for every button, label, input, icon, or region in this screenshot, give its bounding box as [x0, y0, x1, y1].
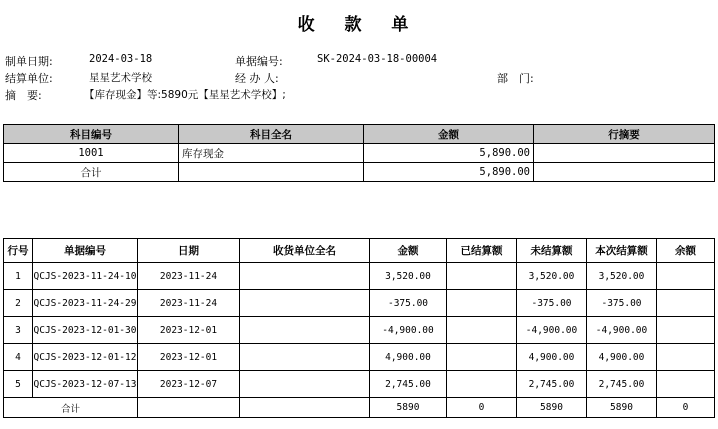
- row-no: 3: [4, 317, 33, 344]
- total-balance: 0: [657, 398, 715, 418]
- unsettled: 2,745.00: [517, 371, 587, 398]
- bill-no: QCJS-2023-11-24-10: [33, 263, 138, 290]
- total-empty-date: [138, 398, 240, 418]
- header-line-memo: 行摘要: [534, 125, 715, 144]
- subject-table: [3, 124, 715, 182]
- balance: [657, 344, 715, 371]
- table-row[interactable]: [4, 263, 715, 290]
- amount: -4,900.00: [370, 317, 447, 344]
- receiver: [240, 344, 370, 371]
- receiver: [240, 290, 370, 317]
- summary-value: 【库存现金】等:5890元【星星艺术学校】;: [84, 89, 286, 101]
- settled: [447, 263, 517, 290]
- detail-total-row: [4, 398, 715, 418]
- header-subject-name: 科目全名: [179, 125, 364, 144]
- table-row[interactable]: [4, 144, 715, 163]
- date-label: 制单日期:: [5, 55, 53, 68]
- total-unsettled: 5890: [517, 398, 587, 418]
- header-this-settle: 本次结算额: [587, 239, 657, 263]
- unsettled: -375.00: [517, 290, 587, 317]
- row-no: 5: [4, 371, 33, 398]
- bill-no: QCJS-2023-12-01-30: [33, 317, 138, 344]
- table-row[interactable]: [4, 317, 715, 344]
- header-unsettled: 未结算额: [517, 239, 587, 263]
- header-amount: 金额: [364, 125, 534, 144]
- total-amount: 5890: [370, 398, 447, 418]
- settled: [447, 371, 517, 398]
- unsettled: 3,520.00: [517, 263, 587, 290]
- total-name-cell: [179, 163, 364, 182]
- unsettled: -4,900.00: [517, 317, 587, 344]
- bill-date: 2023-11-24: [138, 263, 240, 290]
- bill-no: QCJS-2023-12-07-13: [33, 371, 138, 398]
- header-subject-code: 科目编号: [4, 125, 179, 144]
- this-settle: 3,520.00: [587, 263, 657, 290]
- balance: [657, 290, 715, 317]
- bill-date: 2023-12-01: [138, 317, 240, 344]
- receiver: [240, 317, 370, 344]
- dept-label: 部 门:: [497, 72, 534, 85]
- doc-no-label: 单据编号:: [235, 55, 283, 68]
- subject-code: 1001: [4, 144, 179, 163]
- unit-value: 星星艺术学校: [89, 72, 152, 84]
- bill-date: 2023-11-24: [138, 290, 240, 317]
- receiver: [240, 263, 370, 290]
- total-label: 合计: [4, 163, 179, 182]
- total-label: 合计: [4, 398, 138, 418]
- header-receiver: 收货单位全名: [240, 239, 370, 263]
- this-settle: 2,745.00: [587, 371, 657, 398]
- header-row-no: 行号: [4, 239, 33, 263]
- amount: 4,900.00: [370, 344, 447, 371]
- subject-header-row: [4, 125, 715, 144]
- row-no: 2: [4, 290, 33, 317]
- unit-label: 结算单位:: [5, 72, 53, 85]
- settled: [447, 344, 517, 371]
- table-row[interactable]: [4, 371, 715, 398]
- balance: [657, 263, 715, 290]
- document-title: 收 款 单: [297, 15, 421, 35]
- subject-total-row: [4, 163, 715, 182]
- table-row[interactable]: [4, 344, 715, 371]
- this-settle: -375.00: [587, 290, 657, 317]
- handler-label: 经 办 人:: [235, 72, 279, 85]
- table-row[interactable]: [4, 290, 715, 317]
- amount: 3,520.00: [370, 263, 447, 290]
- row-no: 4: [4, 344, 33, 371]
- bill-date: 2023-12-07: [138, 371, 240, 398]
- header-settled: 已结算额: [447, 239, 517, 263]
- settled: [447, 317, 517, 344]
- doc-no-value: SK-2024-03-18-00004: [317, 53, 438, 65]
- this-settle: -4,900.00: [587, 317, 657, 344]
- header-balance: 余额: [657, 239, 715, 263]
- receiver: [240, 371, 370, 398]
- amount: 2,745.00: [370, 371, 447, 398]
- unsettled: 4,900.00: [517, 344, 587, 371]
- header-bill-no: 单据编号: [33, 239, 138, 263]
- bill-no: QCJS-2023-11-24-29: [33, 290, 138, 317]
- subject-memo: [534, 144, 715, 163]
- bill-no: QCJS-2023-12-01-12: [33, 344, 138, 371]
- total-this-settle: 5890: [587, 398, 657, 418]
- subject-amount: 5,890.00: [364, 144, 534, 163]
- bill-date: 2023-12-01: [138, 344, 240, 371]
- row-no: 1: [4, 263, 33, 290]
- total-amount: 5,890.00: [364, 163, 534, 182]
- amount: -375.00: [370, 290, 447, 317]
- total-empty-receiver: [240, 398, 370, 418]
- total-settled: 0: [447, 398, 517, 418]
- detail-table: [3, 238, 715, 418]
- settled: [447, 290, 517, 317]
- header-amount: 金额: [370, 239, 447, 263]
- balance: [657, 371, 715, 398]
- subject-name: 库存现金: [179, 144, 364, 163]
- header-date: 日期: [138, 239, 240, 263]
- balance: [657, 317, 715, 344]
- summary-label: 摘 要:: [5, 89, 42, 102]
- this-settle: 4,900.00: [587, 344, 657, 371]
- detail-header-row: [4, 239, 715, 263]
- total-memo: [534, 163, 715, 182]
- date-value: 2024-03-18: [89, 53, 153, 65]
